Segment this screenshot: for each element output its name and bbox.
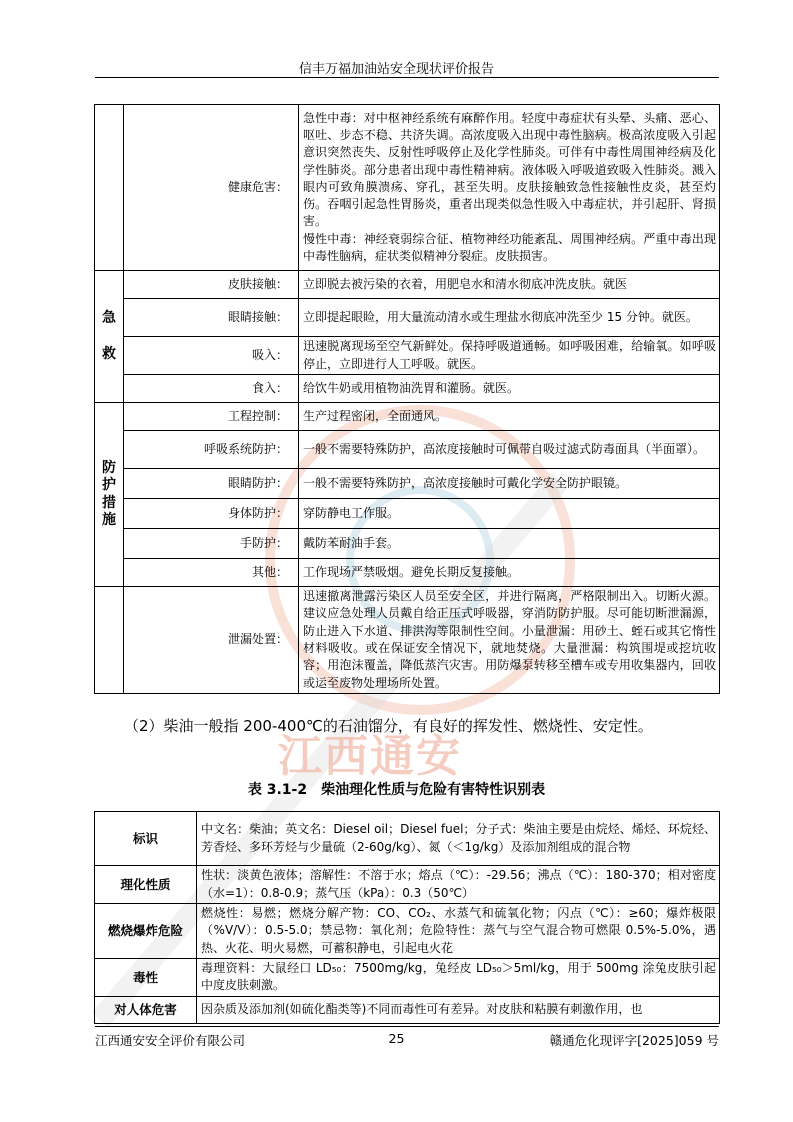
row-value: 燃烧性：易燃；燃烧分解产物：CO、CO₂、水蒸气和硫氧化物；闪点（℃）：≥60；爆炸极限（%V/V）：0.5-5.0；禁忌物：氧化剂；危险特性：蒸气与空气混合物可燃限 0.5%-5.0%，遇热、火花、明火易燃，可蓄积静电，引起电火花 <box>197 904 720 959</box>
row-label: 眼睛接触： <box>124 299 299 337</box>
row-value: 中文名：柴油；英文名：Diesel oil；Diesel fuel；分子式：柴油主要是由烷烃、烯烃、环烷烃、芳香烃、多环芳烃与少量硫（2-60g/kg）、氮（＜1g/kg）及添加剂组成的混合物 <box>197 812 720 866</box>
health-hazard-text <box>299 105 720 271</box>
table-row <box>95 587 720 694</box>
row-value: 给饮牛奶或用植物油洗胃和灌肠。就医。 <box>299 375 720 403</box>
watermark-text: 江西通安 <box>278 731 462 782</box>
table-row <box>95 866 720 904</box>
row-value: 一般不需要特殊防护，高浓度接触时可戴化学安全防护眼镜。 <box>299 469 720 499</box>
diesel-properties-table <box>94 811 720 1024</box>
row-label: 标识 <box>95 812 197 866</box>
row-value: 一般不需要特殊防护，高浓度接触时可佩带自吸过滤式防毒面具（半面罩）。 <box>299 431 720 469</box>
row-label: 食入： <box>124 375 299 403</box>
row-value: 迅速脱离现场至空气新鲜处。保持呼吸道通畅。如呼吸困难，给输氧。如呼吸停止，立即进行人工呼吸。就医。 <box>299 337 720 375</box>
table-row <box>95 529 720 559</box>
table-row <box>95 403 720 431</box>
row-label: 呼吸系统防护： <box>124 431 299 469</box>
hazard-table <box>94 104 720 694</box>
table-row <box>95 431 720 469</box>
footer-company: 江西通安安全评价有限公司 <box>95 1033 246 1048</box>
table-row <box>95 469 720 499</box>
diesel-paragraph <box>94 711 720 742</box>
category-cell-empty <box>95 105 124 271</box>
row-value: 性状：淡黄色液体；溶解性：不溶于水；熔点（℃）：-29.56；沸点（℃）：180-370；相对密度（水=1）：0.8-0.9；蒸气压（kPa）：0.3（50℃） <box>197 866 720 904</box>
row-label: 皮肤接触： <box>124 271 299 299</box>
row-label: 工程控制： <box>124 403 299 431</box>
row-label: 理化性质 <box>95 866 197 904</box>
footer-divider <box>95 1026 719 1027</box>
row-value: 因杂质及添加剂(如硫化酯类等)不同而毒性可有差异。对皮肤和粘膜有刺激作用，也 <box>197 996 720 1023</box>
row-value: 毒理资料：大鼠经口 LD₅₀：7500mg/kg，兔经皮 LD₅₀＞5ml/kg，用于 500mg 涂兔皮肤引起中度皮肤刺激。 <box>197 959 720 997</box>
row-value: 戴防苯耐油手套。 <box>299 529 720 559</box>
row-label: 眼睛防护： <box>124 469 299 499</box>
row-label: 泄漏处置： <box>124 587 299 694</box>
paragraph-text: （2）柴油一般指 200-400℃的石油馏分，有良好的挥发性、燃烧性、安定性。 <box>124 717 653 735</box>
table-row <box>95 271 720 299</box>
leak-handling-text: 迅速撤离泄露污染区人员至安全区，并进行隔离，严格限制出入。切断火源。建议应急处理人员戴自给正压式呼吸器，穿消防防护服。尽可能切断泄漏源，防止进入下水道、排洪沟等限制性空间。小量泄漏：用砂土、蛭石或其它惰性材料吸收。或在保证安全情况下，就地焚烧。大量泄漏：构筑围堤或挖坑收容；用泡沫覆盖，降低蒸汽灾害。用防爆泵转移至槽车或专用收集器内，回收或运至废物处理场所处置。 <box>299 587 720 694</box>
chronic-poisoning-text: 慢性中毒：神经衰弱综合征、植物神经功能紊乱、周围神经病。严重中毒出现中毒性脑病，症状类似精神分裂症。皮肤损害。 <box>303 231 716 264</box>
category-protection: 防 护 措 施 <box>95 403 124 587</box>
table-row <box>95 299 720 337</box>
row-label: 吸入： <box>124 337 299 375</box>
table-row <box>95 812 720 866</box>
row-value: 工作现场严禁吸烟。避免长期反复接触。 <box>299 559 720 587</box>
row-value: 立即脱去被污染的衣着，用肥皂水和清水彻底冲洗皮肤。就医 <box>299 271 720 299</box>
table-row <box>95 996 720 1023</box>
table-row <box>95 105 720 271</box>
table-row <box>95 904 720 959</box>
table-caption: 表 3.1-2 柴油理化性质与危险有害特性识别表 <box>247 782 546 798</box>
acute-poisoning-text: 急性中毒：对中枢神经系统有麻醉作用。轻度中毒症状有头晕、头痛、恶心、呕吐、步态不稳、共济失调。高浓度吸入出现中毒性脑病。极高浓度吸入引起意识突然丧失、反射性呼吸停止及化学性肺炎。可伴有中毒性周围神经病及化学性肺炎。部分患者出现中毒性精神病。液体吸入呼吸道致吸入性肺炎。溅入眼内可致角膜溃疡、穿孔，甚至失明。皮肤接触致急性接触性皮炎，甚至灼伤。吞咽引起急性胃肠炎，重者出现类似急性吸入中毒症状，并引起肝、肾损害。 <box>303 110 716 229</box>
page-header-title: 信丰万福加油站安全现状评价报告 <box>298 62 494 77</box>
table-row <box>95 559 720 587</box>
table-row <box>95 959 720 997</box>
row-label: 身体防护： <box>124 499 299 529</box>
category-first-aid: 急 救 <box>95 271 124 403</box>
row-label: 燃烧爆炸危险 <box>95 904 197 959</box>
row-value: 穿防静电工作服。 <box>299 499 720 529</box>
row-label: 其他： <box>124 559 299 587</box>
page-number: 25 <box>388 1031 405 1046</box>
row-label: 手防护： <box>124 529 299 559</box>
header-divider <box>95 77 719 78</box>
row-label: 对人体危害 <box>95 996 197 1023</box>
row-value: 立即提起眼睑，用大量流动清水或生理盐水彻底冲洗至少 15 分钟。就医。 <box>299 299 720 337</box>
row-value: 生产过程密闭，全面通风。 <box>299 403 720 431</box>
table-row <box>95 499 720 529</box>
table-row <box>95 337 720 375</box>
footer-doc-number: 赣通危化现评字[2025]059 号 <box>549 1033 719 1048</box>
table-row <box>95 375 720 403</box>
row-label: 健康危害： <box>124 105 299 271</box>
row-label: 毒性 <box>95 959 197 997</box>
category-cell-empty <box>95 587 124 694</box>
